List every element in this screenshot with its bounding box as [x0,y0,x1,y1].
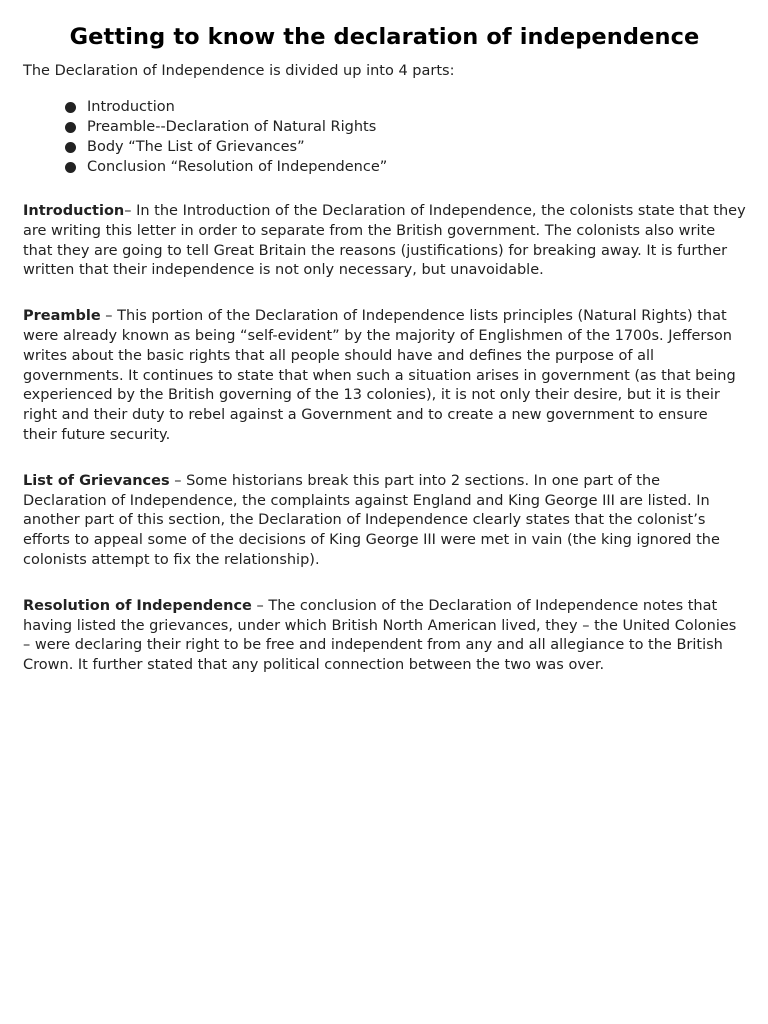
section-resolution-of-independence [23,597,746,676]
list-item [65,97,746,117]
section-list-of-grievances [23,472,746,571]
bullet-icon [65,162,76,173]
parts-list [23,97,746,177]
section-text: – Some historians break this part into 2 sections. In one part of the Declaration of Independence, the complaints against England and King George III are listed. In another part of this section, the Declaration of Independence clearly states that the colonist’s efforts to appeal some of the decisions of King George III were met in vain (the king ignored the colonists attempt to fix the relationship). [23,472,720,568]
list-item [65,137,746,157]
section-text: – The conclusion of the Declaration of Independence notes that having listed the grievances, under which British North American lived, they – the United Colonies – were declaring their right to be free and independent from any and all allegiance to the British Crown. It further stated that any political connection between the two was over. [23,597,737,674]
section-preamble [23,307,746,446]
list-item [65,157,746,177]
section-heading: List of Grievances [23,472,170,489]
section-heading: Resolution of Independence [23,597,252,614]
list-item-label: Conclusion “Resolution of Independence” [87,159,388,175]
section-introduction [23,202,746,281]
list-item-label: Body “The List of Grievances” [87,139,305,155]
list-item-label: Introduction [87,99,175,115]
list-item-label: Preamble--Declaration of Natural Rights [87,119,377,135]
section-heading: Introduction [23,203,125,219]
section-text: – This portion of the Declaration of Independence lists principles (Natural Rights) that were already known as being “self-evident” by the majority of Englishmen of the 1700s. Jefferson writes about the basic rights that all people should have and defines the purpose of all governments. It continues to state that when such a situation arises in government (as that being experienced by the British governing of the 13 colonies), it is not only their desire, but it is their right and their duty to rebel against a Government and to create a new government to ensure their future security. [23,308,736,443]
section-text: – In the Introduction of the Declaration of Independence, the colonists state that they are writing this letter in order to separate from the British government. The colonists also write that they are going to tell Great Britain the reasons (justifications) for breaking away. It is further written that their independence is not only necessary, but unavoidable. [23,203,746,279]
section-heading: Preamble [23,308,101,325]
bullet-icon [65,142,76,153]
bullet-icon [65,122,76,133]
page-title: Getting to know the declaration of independence [69,24,700,50]
bullet-icon [65,102,76,113]
list-item [65,117,746,137]
intro-text: The Declaration of Independence is divided up into 4 parts: [23,63,455,79]
